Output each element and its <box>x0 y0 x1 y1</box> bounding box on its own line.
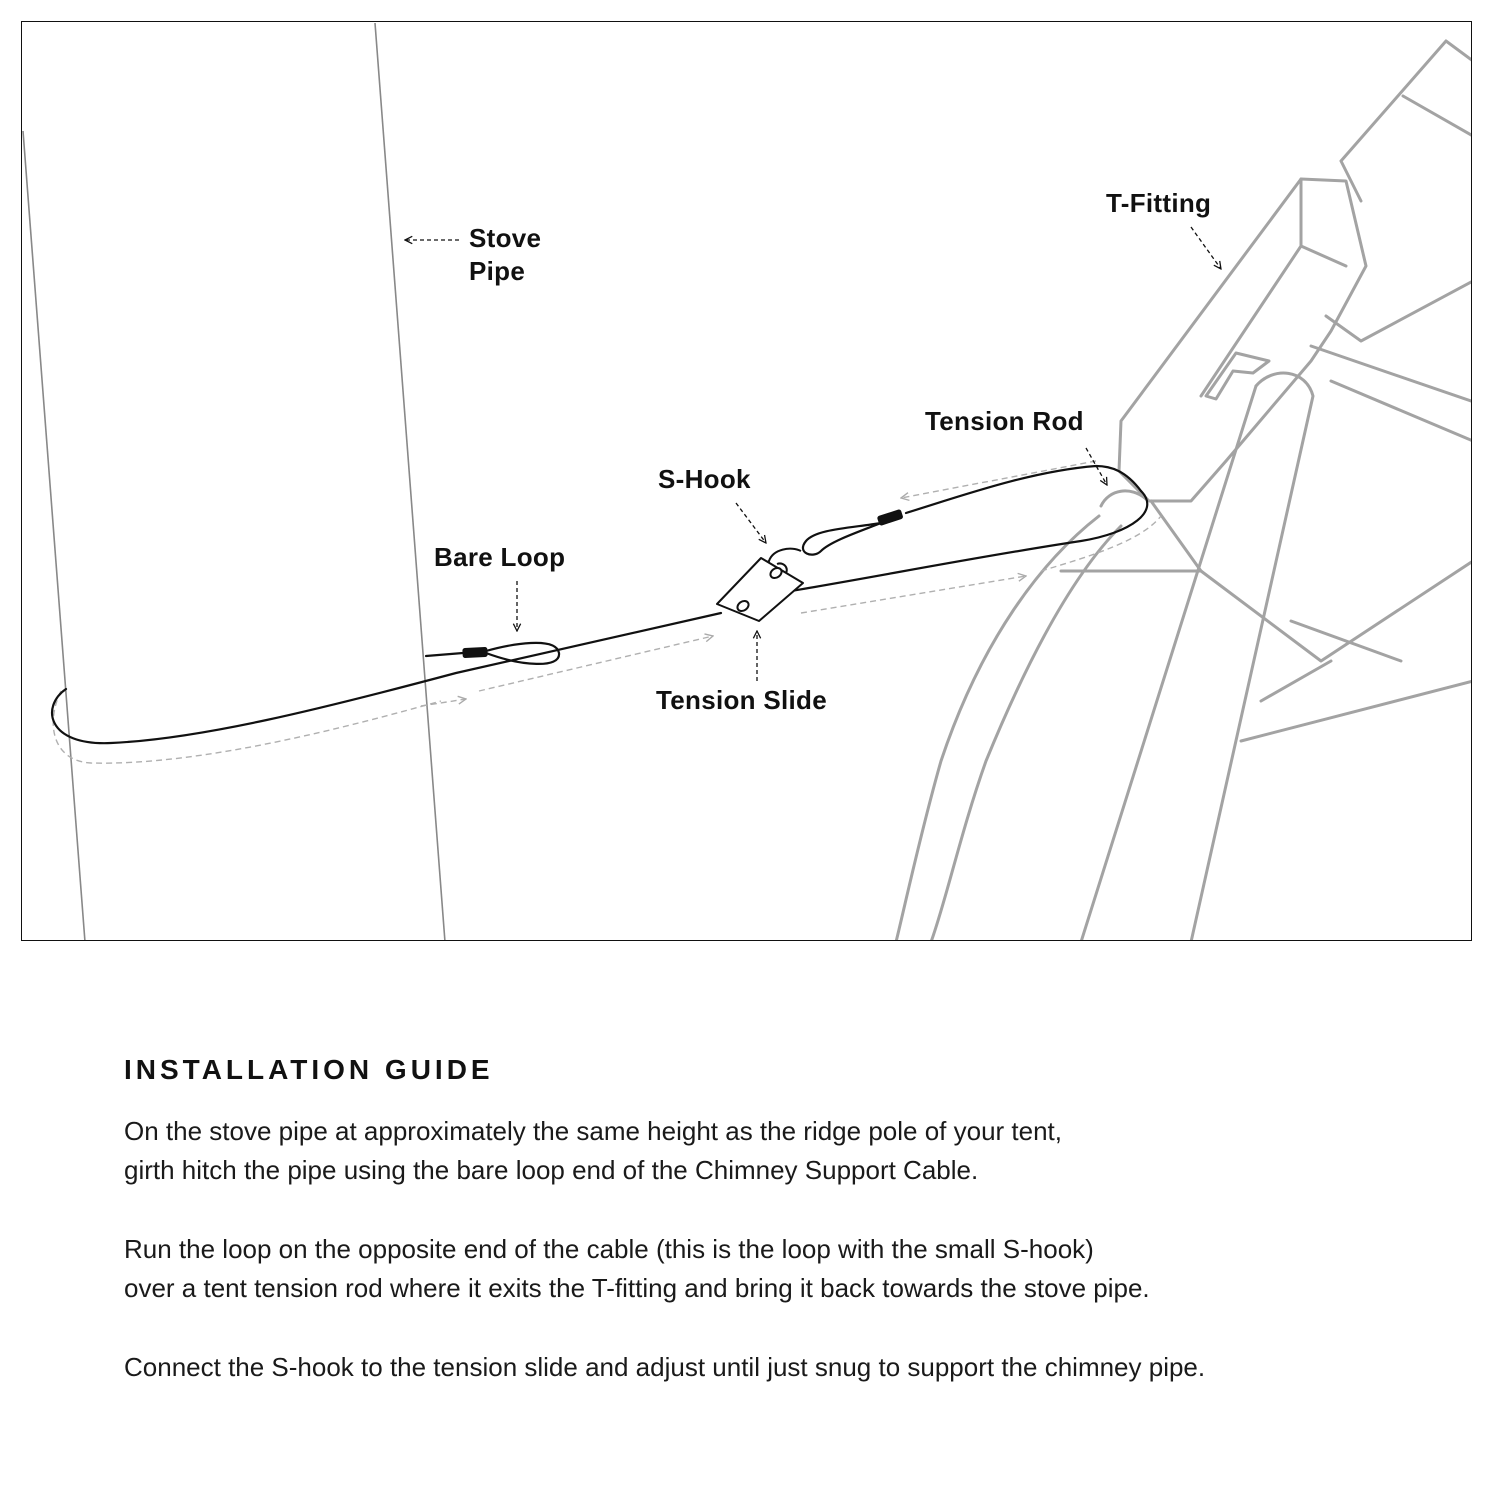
guide-paragraph-2 <box>124 1230 1454 1308</box>
guide-paragraph-1-line-2: girth hitch the pipe using the bare loop end of the Chimney Support Cable. <box>124 1155 979 1185</box>
installation-diagram <box>21 21 1472 941</box>
t-fitting-label: T-Fitting <box>1106 188 1212 218</box>
support-cable <box>52 466 1147 743</box>
tension-slide-drawing <box>717 558 803 621</box>
stove-pipe-label-line-1: Stove <box>469 223 542 253</box>
tension-slide-label: Tension Slide <box>656 685 827 715</box>
installation-guide <box>124 1050 1454 1427</box>
guide-paragraph-2-line-2: over a tent tension rod where it exits the T-fitting and bring it back towards the stove pipe. <box>124 1273 1150 1303</box>
guide-title: INSTALLATION GUIDE <box>124 1054 494 1085</box>
guide-paragraph-1 <box>124 1112 1454 1190</box>
guide-paragraph-3 <box>124 1348 1454 1387</box>
tension-rod-label: Tension Rod <box>925 406 1084 436</box>
tent-frame-drawing <box>896 41 1472 941</box>
bare-loop-label: Bare Loop <box>434 542 566 572</box>
s-hook-label: S-Hook <box>658 464 751 494</box>
stove-pipe-drawing <box>23 23 445 941</box>
guide-paragraph-1-line-1: On the stove pipe at approximately the same height as the ridge pole of your tent, <box>124 1116 1063 1146</box>
stove-pipe-label-line-2: Pipe <box>469 256 526 286</box>
stove-pipe-label <box>469 222 541 288</box>
guide-paragraph-2-line-1: Run the loop on the opposite end of the cable (this is the loop with the small S-hook) <box>124 1234 1094 1264</box>
cable-direction-arrows <box>53 461 1161 763</box>
label-leaders <box>405 227 1221 681</box>
guide-paragraph-3-line-1: Connect the S-hook to the tension slide and adjust until just snug to support the chimney pipe. <box>124 1352 1206 1382</box>
